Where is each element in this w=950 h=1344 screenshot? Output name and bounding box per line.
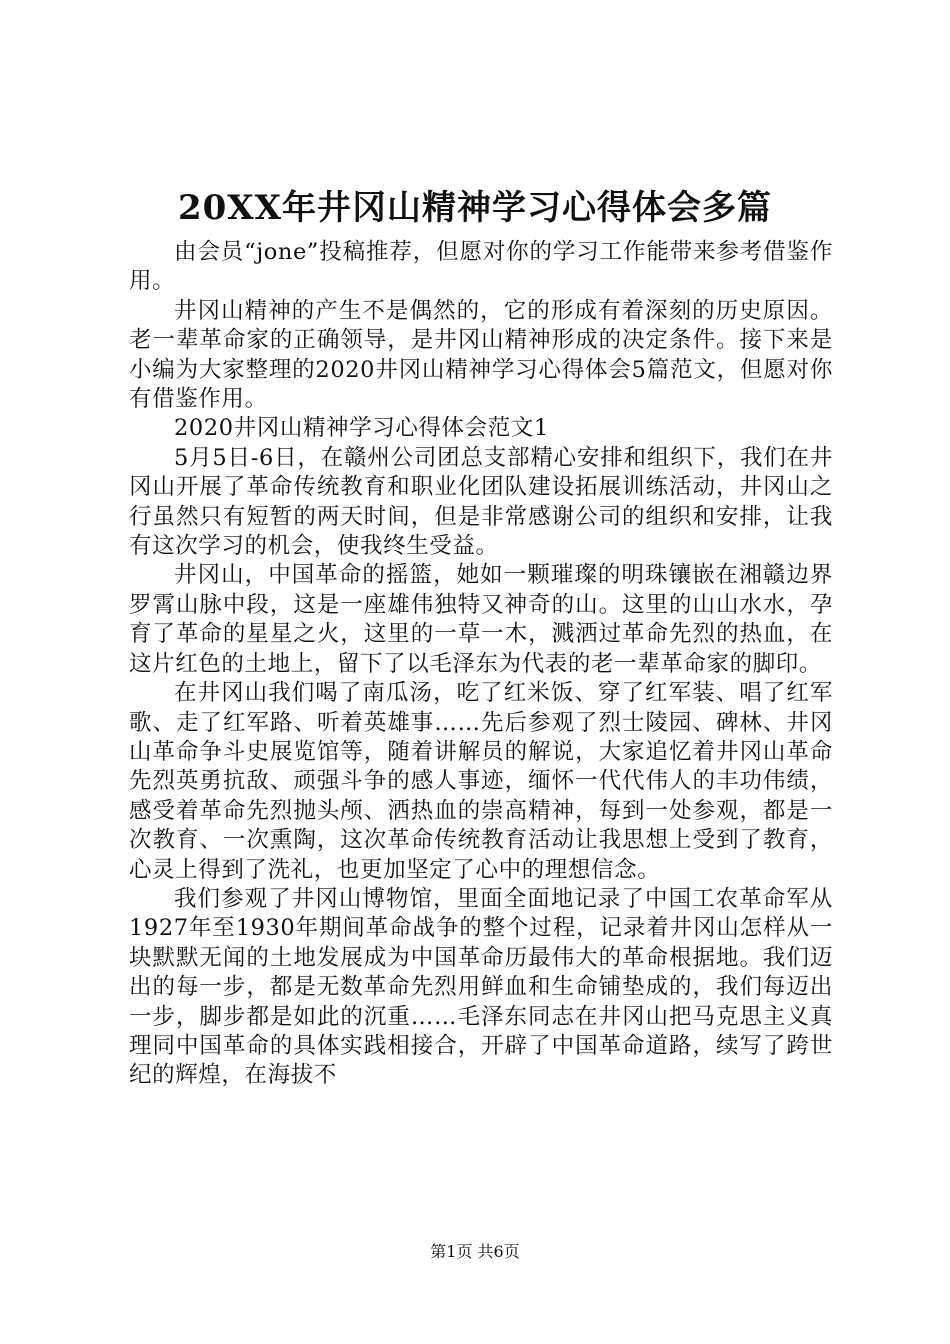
document-title: 20XX年井冈山精神学习心得体会多篇 bbox=[177, 188, 773, 228]
paragraph: 在井冈山我们喝了南瓜汤，吃了红米饭、穿了红军装、唱了红军歌、走了红军路、听着英雄事……先后参观了烈士陵园、碑林、井冈山革命争斗史展览馆等，随着讲解员的解说，大家追忆着井冈山革命先烈英勇抗敌、顽强斗争的感人事迹，缅怀一代代伟人的丰功伟绩，感受着革命先烈抛头颅、洒热血的崇高精神，每到一处参观，都是一次教育、一次熏陶，这次革命传统教育活动让我思想上受到了教育，心灵上得到了洗礼，也更加坚定了心中的理想信念。 bbox=[129, 680, 833, 883]
document-body bbox=[129, 238, 833, 1091]
paragraph: 我们参观了井冈山博物馆，里面全面地记录了中国工农革命军从1927年至1930年期间革命战争的整个过程，记录着井冈山怎样从一块默默无闻的土地发展成为中国革命历最伟大的革命根据地。我们迈出的每一步，都是无数革命先烈用鲜血和生命铺垫成的，我们每迈出一步，脚步都是如此的沉重……毛泽东同志在井冈山把马克思主义真理同中国革命的具体实践相接合，开辟了中国革命道路，续写了跨世纪的辉煌，在海拔不 bbox=[129, 885, 833, 1089]
paragraph: 5月5日-6日，在赣州公司团总支部精心安排和组织下，我们在井冈山开展了革命传统教育和职业化团队建设拓展训练活动，井冈山之行虽然只有短暂的两天时间，但是非常感谢公司的组织和安排，让我有这次学习的机会，使我终生受益。 bbox=[129, 444, 833, 560]
paragraph: 井冈山，中国革命的摇篮，她如一颗璀璨的明珠镶嵌在湘赣边界罗霄山脉中段，这是一座雄伟独特又神奇的山。这里的山山水水，孕育了革命的星星之火，这里的一草一木，溅洒过革命先烈的热血，在这片红色的土地上，留下了以毛泽东为代表的老一辈革命家的脚印。 bbox=[129, 562, 833, 677]
paragraph-preface: 井冈山精神的产生不是偶然的，它的形成有着深刻的历史原因。老一辈革命家的正确领导，是井冈山精神形成的决定条件。接下来是小编为大家整理的2020井冈山精神学习心得体会5篇范文，但愿对你有借鉴作用。 bbox=[129, 297, 833, 413]
section-heading: 2020井冈山精神学习心得体会范文1 bbox=[174, 415, 549, 442]
page-footer: 第1页 共6页 bbox=[430, 1242, 520, 1261]
paragraph-intro: 由会员“jone”投稿推荐，但愿对你的学习工作能带来参考借鉴作用。 bbox=[129, 239, 833, 295]
